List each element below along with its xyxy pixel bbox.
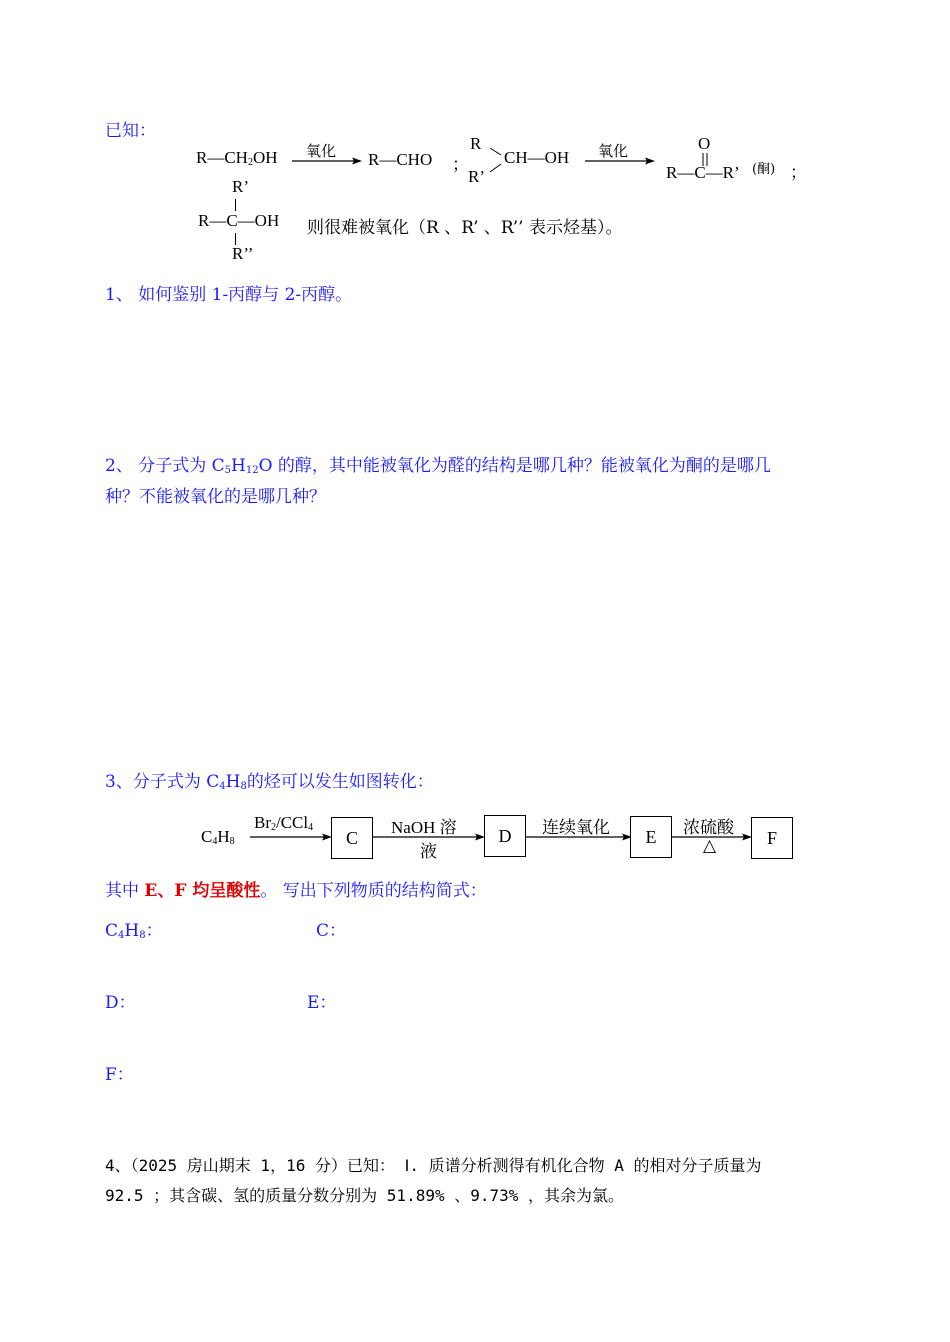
flow-arrow-1 [250, 832, 332, 842]
primary-alcohol: $R—CH_2OH$ [196, 148, 278, 168]
answer-c4h8: $C_4H_8$： [105, 921, 163, 941]
question-4-line-1: 4、（2025 房山期末 1，16 分）已知： Ⅰ. 质谱分析测得有机化合物 A 的相对分子质量为 [105, 1156, 762, 1175]
flow-arrow-3 [526, 832, 632, 842]
box-e: E [630, 816, 672, 858]
oxidize-label-2: 氧化 [598, 142, 629, 160]
answer-e: E： [307, 993, 337, 1013]
question-3: 3、分子式为 $C_4H_8$的烃可以发生如图转化： [105, 772, 434, 792]
flow-arrow-4 [672, 832, 752, 842]
tertiary-r-double-prime: R’’ [232, 244, 254, 263]
separator-1: ； [452, 155, 469, 174]
oxidize-label-1: 氧化 [306, 142, 337, 160]
ketone-name: (酮) [752, 162, 776, 177]
aldehyde: R—CHO [368, 150, 433, 169]
tertiary-r-prime: R’ [232, 177, 249, 196]
reaction-arrow-2 [585, 156, 655, 166]
question-2-line-1: 2、 分子式为 $C_5H_{12}O$ 的醇，其中能被氧化为醛的结构是哪几种？能被氧化为酮的是哪几 [105, 456, 771, 476]
r-prime-group: R’ [468, 167, 485, 186]
separator-2: ； [790, 163, 807, 182]
conc-sulfuric-acid: 浓硫酸 [683, 818, 734, 837]
tertiary-note: 则很难被氧化（R 、R’ 、R’’ 表示烃基）。 [307, 218, 623, 238]
reagent-naoh-2: 液 [420, 842, 437, 861]
r-group-top: R [470, 134, 482, 153]
known-label: 已知： [105, 121, 156, 141]
question-3-note: 其中 E、F 均呈酸性。 写出下列物质的结构简式： [105, 881, 487, 901]
question-2-line-2: 种？不能被氧化的是哪几种？ [105, 487, 326, 507]
ketone: R—C—R’ [666, 163, 740, 182]
reagent-br2: $Br_2/CCl_4$ [254, 813, 314, 833]
ketone-oxygen: O [698, 134, 711, 153]
start-compound: $C_4H_8$ [201, 827, 235, 847]
secondary-alcohol: CH—OH [504, 148, 570, 167]
heat-symbol: △ [703, 836, 717, 855]
box-c: C [331, 817, 373, 859]
tertiary-alcohol: R—C—OH [198, 211, 280, 230]
answer-c: C： [316, 921, 347, 941]
question-1: 1、 如何鉴别 1-丙醇与 2-丙醇。 [105, 285, 353, 305]
bond-up [235, 199, 236, 211]
box-d: D [484, 815, 526, 857]
flow-arrow-2 [373, 832, 485, 842]
reagent-naoh: NaOH 溶 [391, 818, 457, 837]
continuous-oxidation: 连续氧化 [542, 818, 610, 837]
reaction-arrow-1 [292, 156, 362, 166]
answer-f: F： [105, 1065, 134, 1085]
answer-d: D： [105, 993, 136, 1013]
box-f: F [751, 817, 793, 859]
question-4-line-2: 92.5 ；其含碳、氢的质量分数分别为 51.89% 、9.73% ，其余为氯。 [105, 1186, 625, 1205]
